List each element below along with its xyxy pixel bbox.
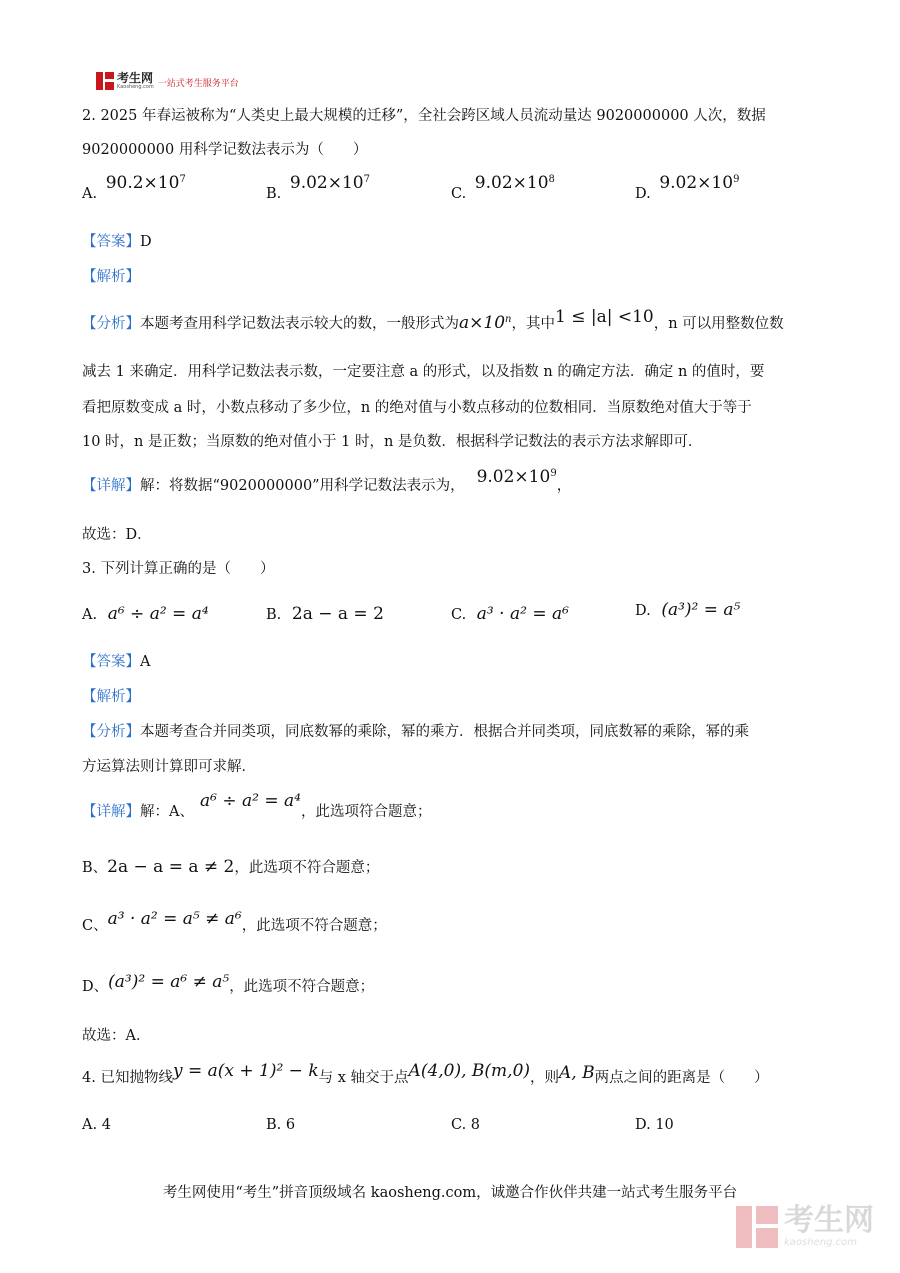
q3-xiangjie-tag: 【详解】 (82, 804, 140, 820)
q3-xj-c-post: ，此选项不符合题意； (241, 918, 387, 934)
q3-fenxi-line1 (82, 720, 749, 741)
q4-option-c-label: C. (451, 1117, 467, 1133)
q3-option-b (266, 604, 384, 624)
q3-xj-a-pre: 解：A、 (140, 804, 194, 820)
q2-option-b-label: B. (266, 186, 282, 202)
q4-stem-d: 两点之间的距离是（ ） (594, 1070, 769, 1086)
q2-option-b-value (290, 173, 370, 193)
q3-option-a (82, 604, 209, 624)
q2-xiangjie-exp: 9 (550, 468, 557, 479)
q2-xiangjie-end: ， (556, 478, 572, 494)
q2-fenxi-formula-exp: n (505, 314, 512, 325)
q2-option-a-base: 90.2×10 (105, 173, 180, 193)
watermark-mark-icon (736, 1206, 778, 1248)
q4-stem-ab: A, B (559, 1063, 595, 1083)
q4-option-a-label: A. (82, 1117, 98, 1133)
q3-xiangjie-a (82, 791, 432, 821)
q3-fenxi-text: 本题考查合并同类项，同底数幂的乘除，幂的乘方．根据合并同类项，同底数幂的乘除，幂的乘 (140, 724, 749, 740)
q3-option-b-label: B. (266, 607, 282, 623)
watermark-logo (736, 1205, 874, 1248)
q4-option-a (82, 1117, 111, 1133)
q2-answer-value: D (140, 234, 152, 250)
q3-option-a-value: a⁶ ÷ a² = a⁴ (107, 604, 209, 624)
q2-xiangjie-formula (477, 467, 557, 487)
q2-xiangjie-text: 解：将数据“9020000000”用科学记数法表示为， (140, 478, 465, 494)
q2-option-d-base: 9.02×10 (659, 173, 734, 193)
q2-fenxi-text-c: ，n 可以用整数位数 (653, 316, 784, 332)
q3-option-c-value: a³ · a² = a⁶ (476, 604, 569, 624)
q4-option-d-label: D. (635, 1117, 651, 1133)
q3-answer-tag: 【答案】 (82, 654, 140, 670)
q3-xj-b-pre: B、 (82, 860, 108, 876)
header-logo (96, 72, 239, 90)
q3-xj-b-post: ，此选项不符合题意； (234, 860, 380, 876)
q3-fenxi-tag: 【分析】 (82, 724, 140, 740)
q4-option-b-value: 6 (285, 1117, 296, 1133)
q3-xiangjie-d (82, 972, 375, 996)
logo-text (117, 72, 154, 90)
q3-option-c-label: C. (451, 607, 467, 623)
q2-option-d-label: D. (635, 186, 651, 202)
q3-analysis-tag: 【解析】 (82, 689, 140, 705)
q3-stem: 3. 下列计算正确的是（ ） (82, 561, 275, 577)
q3-xiangjie-b (82, 856, 379, 877)
q4-stem-b: 与 x 轴交于点 (318, 1070, 409, 1086)
watermark-text (784, 1205, 874, 1248)
page-footer: 考生网使用“考生”拼音顶级域名 kaosheng.com，诚邀合作伙伴共建一站式考生服务平台 (162, 1185, 738, 1201)
q3-xj-a-post: ，此选项符合题意； (300, 804, 432, 820)
q3-xj-d-formula: (a³)² = a⁶ ≠ a⁵ (108, 972, 230, 992)
q2-fenxi-line3: 看把原数变成 a 时，小数点移动了多少位，n 的绝对值与小数点移动的位数相同．当原数绝对值大于等于 (82, 400, 752, 416)
q2-option-d (635, 173, 740, 203)
q4-stem-formula: y = a(x + 1)² − k (172, 1061, 319, 1081)
q2-fenxi-line2: 减去 1 来确定．用科学记数法表示数，一定要注意 a 的形式，以及指数 n 的确定方法．确定 n 的值时，要 (82, 364, 765, 380)
q2-option-a-exp: 7 (179, 174, 186, 185)
q2-fenxi-text-a: 本题考查用科学记数法表示较大的数，一般形式为 (140, 316, 459, 332)
q2-xiangjie-tag: 【详解】 (82, 478, 140, 494)
q2-answer (82, 230, 152, 251)
q2-option-c-base: 9.02×10 (474, 173, 549, 193)
q3-answer-value: A (140, 654, 151, 670)
q3-xj-c-formula: a³ · a² = a⁵ ≠ a⁶ (107, 909, 242, 929)
watermark-domain: kaosheng.com (784, 1237, 857, 1248)
q4-option-c (451, 1117, 480, 1133)
q3-fenxi-line2: 方运算法则计算即可求解． (82, 759, 256, 775)
q2-fenxi-condition: 1 ≤ |a| <10 (554, 307, 654, 327)
q4-option-d-value: 10 (655, 1117, 674, 1133)
q3-xj-c-pre: C、 (82, 918, 108, 934)
q3-option-d-label: D. (635, 603, 651, 619)
q3-answer (82, 650, 150, 671)
q2-xiangjie (82, 467, 572, 495)
q3-xj-d-pre: D、 (82, 979, 109, 995)
q4-stem-points: A(4,0), B(m,0) (408, 1061, 531, 1081)
q3-xj-d-post: ，此选项不符合题意； (229, 979, 375, 995)
q2-answer-tag: 【答案】 (82, 234, 140, 250)
q2-guxuan: 故选：D． (82, 527, 152, 543)
q2-fenxi-text-b: ，其中 (511, 316, 555, 332)
q2-option-b-base: 9.02×10 (289, 173, 364, 193)
q2-option-a-value (106, 173, 186, 193)
q4-option-d (635, 1117, 674, 1133)
q3-option-a-label: A. (82, 607, 98, 623)
q3-xj-b-formula: 2a − a = a ≠ 2 (107, 857, 235, 877)
q2-analysis-tag: 【解析】 (82, 269, 140, 285)
q3-xj-a-formula: a⁶ ÷ a² = a⁴ (199, 791, 301, 811)
watermark-name: 考生网 (784, 1203, 874, 1238)
q2-stem-line1: 2. 2025 年春运被称为“人类史上最大规模的迁移”，全社会跨区域人员流动量达 9020000000 人次，数据 (82, 108, 766, 124)
q3-option-d (635, 600, 740, 620)
logo-domain: Kaosheng.com (117, 84, 154, 90)
logo-mark-icon (96, 72, 114, 90)
q2-option-c-value (475, 173, 555, 193)
q2-fenxi-line4: 10 时，n 是正数；当原数的绝对值小于 1 时，n 是负数．根据科学记数法的表示方法求解即可． (82, 434, 703, 450)
q3-option-b-value: 2a − a = 2 (291, 604, 384, 624)
logo-name: 考生网 (117, 71, 154, 85)
q2-fenxi-formula-base: a×10 (459, 313, 506, 333)
q3-option-c (451, 604, 569, 624)
q4-option-c-value: 8 (470, 1117, 481, 1133)
q4-option-b (266, 1117, 295, 1133)
q2-option-b (266, 173, 370, 203)
q3-guxuan: 故选：A． (82, 1028, 151, 1044)
q4-stem (82, 1061, 769, 1087)
q3-option-d-value: (a³)² = a⁵ (661, 600, 741, 620)
q4-option-a-value: 4 (101, 1117, 111, 1133)
q2-option-d-exp: 9 (733, 174, 740, 185)
q2-fenxi-tag: 【分析】 (82, 316, 140, 332)
q2-option-a (82, 173, 186, 203)
q2-option-c (451, 173, 555, 203)
q2-option-b-exp: 7 (363, 174, 370, 185)
logo-slogan: 一站式考生服务平台 (157, 79, 239, 89)
q3-xiangjie-c (82, 909, 387, 935)
q4-option-b-label: B. (266, 1117, 282, 1133)
q2-option-d-value (659, 173, 739, 193)
q2-option-a-label: A. (82, 186, 98, 202)
q4-stem-c: ，则 (530, 1070, 560, 1086)
q2-fenxi-line1 (82, 307, 784, 333)
q2-stem-line2: 9020000000 用科学记数法表示为（ ） (82, 142, 368, 158)
q2-option-c-exp: 8 (548, 174, 555, 185)
q2-xiangjie-base: 9.02×10 (476, 467, 551, 487)
q2-fenxi-formula (459, 313, 511, 333)
q2-option-c-label: C. (451, 186, 467, 202)
q4-stem-a: 4. 已知抛物线 (82, 1070, 173, 1086)
